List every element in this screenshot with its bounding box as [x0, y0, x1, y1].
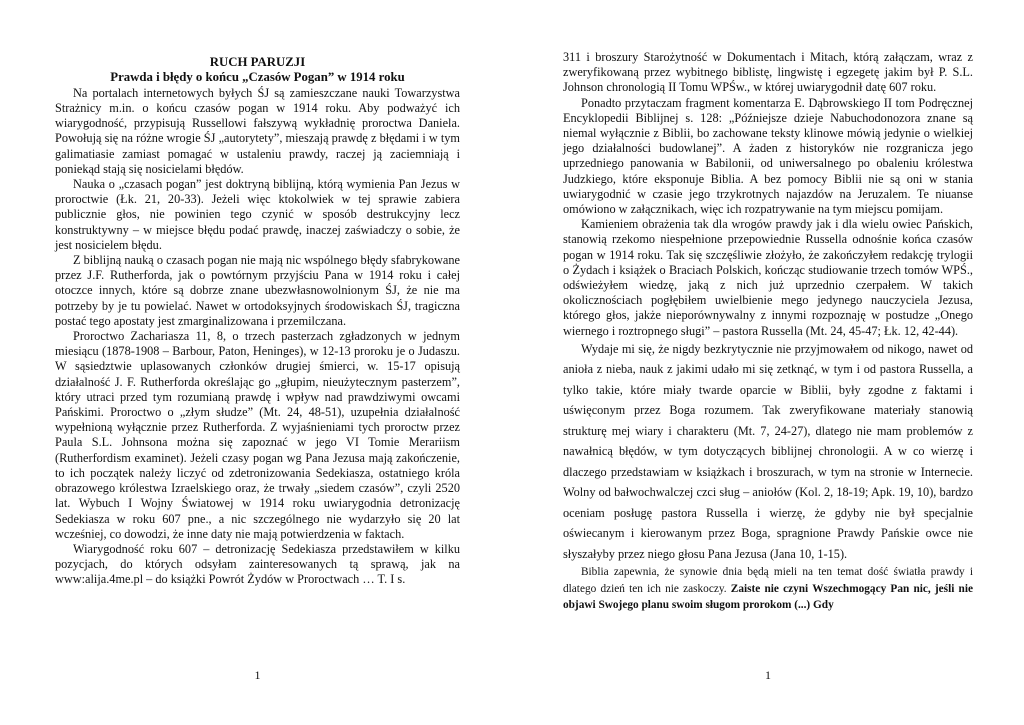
right-page: [563, 0, 973, 725]
closing-bold-text: Zaiste nie czyni Wszechmogący Pan nic, jeśli nie objawi Swojego planu swoim sługom prorokom (...) Gdy: [563, 582, 973, 612]
left-page: [55, 0, 460, 725]
paragraph: Z biblijną nauką o czasach pogan nie mają nic wspólnego błędy sfabrykowane przez J.F. Rutherforda, jak o powtórnym przyjściu Pana w 1914 roku i całej otoczce innych, które są dobrze znane ubezwłasnowolnionym ŚJ, że nie ma potrzeby by je tu powielać. Nawet w ortodoksyjnych środowiskach ŚJ, tragiczna postać tego apostaty jest zmarginalizowana i przemilczana.: [55, 253, 460, 328]
page-number: 1: [254, 668, 261, 682]
paragraph: 311 i broszury Starożytność w Dokumentach i Mitach, którą załączam, wraz z zweryfikowaną przez wybitnego biblistę, lingwistę i egzegetę jakim był P. S.L. Johnson chronologią II Tomu WPŚw., w której uwiarygodnił datę 607 roku.: [563, 50, 973, 95]
paragraph: Ponadto przytaczam fragment komentarza E. Dąbrowskiego II tom Podręcznej Encyklopedii Biblijnej s. 128: „Późniejsze dzieje Nabuchodonozora znane są niemal wyłącznie z Biblii, bo zachowane teksty klinowe mówią jedynie o wielkiej jego działalności budowlanej”. A żaden z historyków nie rozgranicza jego uprzedniego panowania w Babilonii, od uniwersalnego po obaleniu królestwa Judzkiego, które eksponuje Biblia. A bez pomocy Biblii nie są oni w stania uwiarygodnić w czasie jego trzykrotnych najazdów na Jeruzalem. Te niuanse omówiono w załącznikach, więc ich rozpatrywanie na tym miejscu pomijam.: [563, 95, 973, 217]
paragraph: Wiarygodność roku 607 – detronizację Sedekiasza przedstawiłem w kilku pozycjach, do których odsyłam zainteresowanych tą sprawą, jak na www:alija.4me.pl – do książki Powrót Żydów w Proroctwach … T. I s.: [55, 541, 460, 587]
right-column-spaced: [563, 339, 973, 565]
paragraph: Wydaje mi się, że nigdy bezkrytycznie nie przyjmowałem od nikogo, nawet od anioła z nieba, nauk z jakimi udało mi się zetknąć, w tym i od pastora Russella, a tylko takie, które miały twarde oparcie w Biblii, były zgodne z faktami i uświęconym przez Boga rozumem. Tak zweryfikowane materiały stanowią strukturę mej wiary i charakteru (Mt. 7, 24-27), dlatego nie mam problemów z nawałnicą błędów, w tym dotyczących biblijnej chronologii. A w co wierzę i dlaczego przedstawiam w książkach i broszurach, w tym na stronie w Internecie. Wolny od bałwochwalczej czci sług – aniołów (Kol. 2, 18-19; Apk. 19, 10), bardzo oceniam posługę pastora Russella i wierzę, że gdyby nie był specjalnie oświecanym i kierowanym przez Boga, spragnione Prawdy Pańskie owce nie słyszałyby przez niego głosu Pana Jezusa (Jana 10, 1-15).: [563, 341, 973, 561]
left-column: [55, 86, 460, 588]
closing-plain-text: Biblia zapewnia, że synowie dnia będą mieli na ten temat dość światła prawdy i dlatego dzień ten ich nie zaskoczy.: [563, 566, 973, 595]
paragraph: Nauka o „czasach pogan” jest doktryną biblijną, którą wymienia Pan Jezus w proroctwie (Łk. 21, 20-33). Jeżeli więc ktokolwiek w tej sprawie zabiera publicznie głos, nie powinien tego czynić w sposób destrukcyjny lecz konstruktywny – w miejsce błędu podać prawdę, inaczej zaświadczy o sobie, że jest nosicielem błędu.: [55, 177, 460, 252]
paragraph: Kamieniem obrażenia tak dla wrogów prawdy jak i dla wielu owiec Pańskich, stanowią rzekomo niespełnione przepowiednie Russella odnośnie końca czasów pogan w 1914 roku. Tak się szczęśliwie złożyło, że zakończyłem redakcję trylogii o Żydach i książek o Braciach Polskich, kończąc studiowanie trzech tomów WPŚ., odświeżyłem wiedzę, jaką z nich już uprzednio czerpałem. W takich okolicznościach pogłębiłem uwielbienie mego jedynego nauczyciela Jezusa, którego głos, jakże nieporównywalny z innymi rozpoznaję w postudze „Onego wiernego i roztropnego sługi” – pastora Russella (Mt. 24, 45-47; Łk. 12, 42-44).: [563, 217, 973, 338]
paragraph: Na portalach internetowych byłych ŚJ są zamieszczane nauki Towarzystwa Strażnicy m.in. o końcu czasów pogan w 1914 roku. Aby podważyć ich wiarygodność, przypisują Russellowi fałszywą wykładnię proroctwa Daniela. Powołują się na różne wrogie ŚJ „autorytety”, mieszają prawdę z błędami i w tym galimatiasie zamiast pomagać w ustaleniu prawdy, raczej ją zaciemniają i poniekąd stają się nosicielami błędów.: [55, 85, 460, 176]
page-number: 1: [765, 668, 771, 682]
closing-paragraph: [563, 564, 973, 614]
document-title: RUCH PARUZJI: [209, 55, 306, 69]
right-column: [563, 50, 973, 339]
paragraph: Proroctwo Zachariasza 11, 8, o trzech pasterzach zgładzonych w jednym miesiącu (1878-1908 – Barbour, Paton, Heninges), w 12-13 proroku je o Judaszu. W sąsiedztwie uplasowanych członków drugiej śmierci, w. 15-17 opisują działalność J. F. Rutherforda określając go „głupim, nieużytecznym pasterzem”, który utraci przed tym rozumianą prawdę i wpływ nad prawdziwymi owcami Pańskimi. Proroctwo o „złym słudze” (Mt. 24, 48-51), uzupełnia działalność wypełnioną wyłącznie przez Rutherforda. Z wyjaśnieniami tych proroctw przez Paula S.L. Johnsona można się zapoznać w jego VI Tomie Merariism (Rutherfordism examinet). Jeżeli czasy pogan wg Pana Jezusa mają zakończenie, to ich początek należy liczyć od zdetronizowania Sedekiasza, ostatniego króla obrazowego królestwa Izraelskiego oraz, że trwały „siedem czasów”, czyli 2520 lat. Wybuch I Wojny Światowej w 1914 roku uwiarygodnia detronizację Sedekiasza w roku 607 pne., a nic szczególnego nie wydarzyło się 20 lat wcześniej, co dowodzi, że inne daty nie mają potwierdzenia w faktach.: [55, 329, 460, 541]
document-subtitle: Prawda i błędy o końcu „Czasów Pogan” w 1914 roku: [110, 70, 405, 85]
